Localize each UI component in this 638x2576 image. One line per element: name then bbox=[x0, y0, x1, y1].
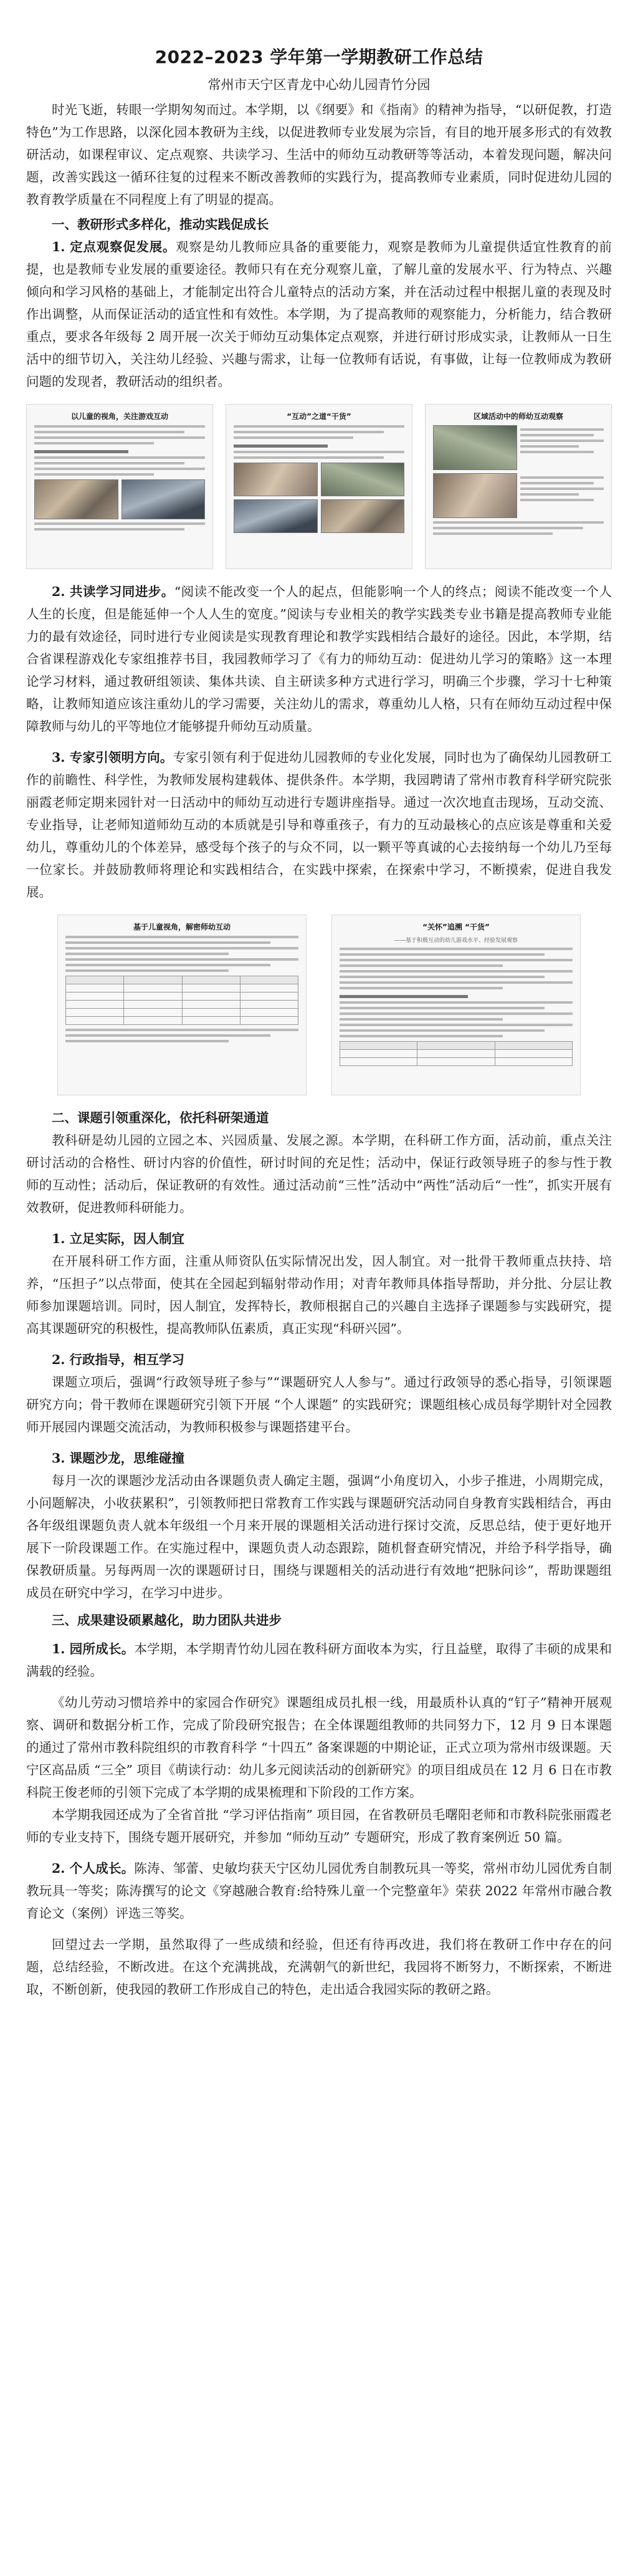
section1-item2-text: “阅读不能改变一个人的起点，但能影响一个人的终点；阅读不能改变一个人人生的长度，但是能延伸一个人人生的宽度。”阅读与专业相关的教学实践类专业书籍是提高教师专业能力的最有效途径，同时进行专业阅读是实现教育理论和教学实践相结合最好的途径。因此，本学期，结合省课程游戏化专家组推荐书目，我园教师学习了《有力的师幼互动：促进幼儿学习的策略》这一本理论学习材料，通过教研组领读、集体共读、自主研读多种方式进行学习，明确三个步骤，学习十七种策略，让教师知道应该注重幼儿的学习需要，关注幼儿的需求，尊重幼儿人格，只有在师幼互动过程中保障教师与幼儿的平等地位才能够提升师幼互动质量。 bbox=[26, 584, 612, 734]
section2-sub1: 1. 立足实际，因人制宜 bbox=[52, 1231, 185, 1246]
classroom-photo bbox=[321, 463, 405, 496]
section2-heading: 二、课题引领重深化，依托科研架通道 bbox=[52, 1110, 269, 1125]
section1-item3-text: 专家引领有利于促进幼儿园教师的专业化发展，同时也为了确保幼儿园教研工作的前瞻性、科学性，为教师发展构建载体、提供条件。本学期，我园聘请了常州市教育科学研究院张丽霞老师定期来园针对一日活动中的师幼互动进行专题讲座指导。通过一次次地直击现场，互动交流、专业指导，让老师知道师幼互动的本质就是引导和尊重孩子，有力的互动最核心的点应该是尊重和关爱幼儿，尊重幼儿的个体差异，感受每个孩子的与众不同，以一颗平等真诚的心去接纳每一个幼儿乃至每一位家长。并鼓励教师将理论和实践相结合，在实践中探索，在探索中学习，不断摸索，促进自我发展。 bbox=[26, 750, 612, 900]
embedded-document-image bbox=[57, 915, 307, 1095]
image-row-2 bbox=[26, 915, 612, 1095]
page-subtitle: 常州市天宁区青龙中心幼儿园青竹分园 bbox=[207, 77, 431, 92]
embedded-document-image bbox=[331, 915, 581, 1095]
section3-sub2-text: 陈涛、邹蕾、史敏均获天宁区幼儿园优秀自制教玩具一等奖，常州市幼儿园优秀自制教玩具一等奖；陈涛撰写的论文《穿越融合教育:给特殊儿童一个完整童年》荣获 2022 年常州市融合教育论文（案例）评选三等奖。 bbox=[26, 1861, 612, 1921]
section1-item1 bbox=[26, 236, 612, 393]
section2-sub2-text: 课题立项后，强调“行政领导班子参与”“课题研究人人参与”。通过行政领导的悉心指导，引领课题研究方向；骨干教师在课题研究引领下开展 “个人课题” 的实践研究；课题组核心成员每学期针对全园教师开展园内课题交流活动，为教师积极参与课题搭建平台。 bbox=[26, 1375, 612, 1435]
embedded-image-title: “关怀”追溯 “干货” bbox=[422, 923, 490, 931]
embedded-image-subtitle: ——基于积极互动的幼儿游戏水平、经验发展观察 bbox=[394, 938, 518, 944]
section3-sub2-label: 2. 个人成长。 bbox=[52, 1861, 135, 1876]
section1-item2 bbox=[26, 580, 612, 738]
classroom-photo bbox=[234, 499, 318, 533]
closing-paragraph: 回望过去一学期，虽然取得了一些成绩和经验，但还有待再改进，我们将在教研工作中存在的问题，总结经验，不断改进。在这个充满挑战，充满朝气的新世纪，我园将不断努力，不断探索，不断进取，不断创新，使我园的教研工作形成自己的特色，走出适合我园实际的教研之路。 bbox=[26, 1937, 612, 1997]
section1-item1-label: 1. 定点观察促发展。 bbox=[52, 239, 176, 254]
section2-sub3: 3. 课题沙龙，思维碰撞 bbox=[52, 1451, 185, 1466]
section3-paragraph: 本学期我园还成为了全省首批 “学习评估指南” 项目园，在省教研员毛曙阳老师和市教科院张丽霞老师的专业支持下，围绕专题开展研究，并参加 “师幼互动” 专题研究，形成了教育案例近 50 篇。 bbox=[26, 1807, 612, 1845]
classroom-photo bbox=[321, 499, 405, 533]
section3-heading: 三、成果建设硕累越化，助力团队共进步 bbox=[52, 1613, 282, 1628]
embedded-document-image bbox=[226, 404, 412, 569]
section2-intro: 教科研是幼儿园的立园之本、兴园质量、发展之源。本学期，在科研工作方面，活动前，重点关注研讨活动的合格性、研讨内容的价值性，研讨时间的充足性；活动中，保证行政领导班子的参与性于教师的互动性；活动后，保证教研的有效性。通过活动前“三性”活动中“两性”活动后“一性”，抓实开展有效教研，促进教师科研能力。 bbox=[26, 1133, 612, 1215]
embedded-document-image bbox=[425, 404, 612, 569]
page-title: 2022–2023 学年第一学期教研工作总结 bbox=[155, 47, 483, 67]
classroom-photo bbox=[433, 473, 517, 518]
classroom-photo bbox=[34, 479, 118, 519]
embedded-table bbox=[340, 1041, 573, 1066]
section2-sub2: 2. 行政指导，相互学习 bbox=[52, 1352, 185, 1367]
section3-sub1 bbox=[26, 1638, 612, 1683]
section3-sub1-label: 1. 园所成长。 bbox=[52, 1641, 135, 1656]
intro-paragraph: 时光飞逝，转眼一学期匆匆而过。本学期，以《纲要》和《指南》的精神为指导，“以研促教，打造特色”为工作思路，以深化园本教研为主线，以促进教师专业发展为宗旨，有目的地开展多形式的有效教研活动，如课程审议、定点观察、共读学习、生活中的师幼互动教研等等活动，本着发现问题，解决问题，改善实践这一循环往复的过程来不断改善教师的实践行为，提高教师专业素质，同时促进幼儿园的教育教学质量在不同程度上有了明显的提高。 bbox=[26, 102, 612, 207]
section1-item1-text: 观察是幼儿教师应具备的重要能力，观察是教师为儿童提供适宜性教育的前提，也是教师专业发展的重要途径。教师只有在充分观察儿童，了解儿童的发展水平、行为特点、兴趣倾向和学习风格的基础上，才能制定出符合儿童特点的活动方案，并在活动过程中根据儿童的表现及时作出调整，从而保证活动的适宜性和有效性。本学期，为了提高教师的观察能力，分析能力，结合教研重点，要求各年级每 2 周开展一次关于师幼互动集体定点观察，并进行研讨形成实录，让教师从一日生活中的细节切入，关注幼儿经验、兴趣与需求，让每一位教师有话说，有事做，让每一位教师成为教研问题的发现者，教研活动的组织者。 bbox=[26, 239, 612, 389]
section2-sub1-text: 在开展科研工作方面，注重从师资队伍实际情况出发，因人制宜。对一批骨干教师重点扶持、培养，“压担子”以点带面，使其在全园起到辐射带动作用；对青年教师具体指导帮助，并分批、分层让教师参加课题培训。同时，因人制宜，发挥特长，教师根据自己的兴趣自主选择子课题参与实践研究，提高其课题研究的积极性，提高教师队伍素质，真正实现“科研兴园”。 bbox=[26, 1254, 612, 1336]
embedded-image-title: “互动”之道“干货” bbox=[287, 412, 351, 421]
section1-heading: 一、教研形式多样化，推动实践促成长 bbox=[52, 217, 269, 232]
section1-item3-label: 3. 专家引领明方向。 bbox=[52, 750, 173, 765]
section1-item2-label: 2. 共读学习同进步。 bbox=[52, 584, 174, 599]
section2-sub3-text: 每月一次的课题沙龙活动由各课题负责人确定主题，强调“小角度切入，小步子推进，小周期完成，小问题解决，小收获累积”，引领教师把日常教育工作实践与课题研究活动同自身教育实践相结合，再由各年级组课题负责人就本年级组一个月来开展的课题相关活动进行探讨交流，反思总结，使于更好地开展下一阶段课题工作。在实施过程中，课题负责人动态跟踪，随机督查研究情况，并给予科学指导，确保教研质量。另每两周一次的课题研讨日，围绕与课题相关的活动进行有效地“把脉问诊”，帮助课题组成员在研究中学习，在学习中进步。 bbox=[26, 1473, 612, 1600]
classroom-photo bbox=[234, 463, 318, 496]
image-row-1 bbox=[26, 404, 612, 569]
classroom-photo bbox=[121, 479, 206, 519]
section1-item3 bbox=[26, 746, 612, 903]
embedded-image-title: 基于儿童视角，解密师幼互动 bbox=[133, 923, 231, 931]
section3-sub2 bbox=[26, 1857, 612, 1925]
embedded-image-title: 以儿童的视角，关注游戏互动 bbox=[70, 412, 168, 421]
section3-paragraph: 《幼儿劳动习惯培养中的家园合作研究》课题组成员扎根一线，用最质朴认真的“钉子”精神开展观察、调研和数据分析工作，完成了阶段研究报告；在全体课题组教师的共同努力下，12 月 9 日本课题的通过了常州市教科院组织的市教育科学 “十四五” 备案课题的中期论证，正式立项为常州市级课题。天宁区高品质 “三全” 项目《萌读行动：幼儿多元阅读活动的创新研究》的项目组成员在 12 月 6 日在市教科院王俊老师的引领下完成了本学期的成果梳理和下阶段的工作方案。 bbox=[26, 1695, 612, 1800]
section3-sub1-text: 本学期，本学期青竹幼儿园在教科研方面收本为实，行且益壁，取得了丰硕的成果和满载的经验。 bbox=[26, 1641, 612, 1679]
embedded-document-image bbox=[26, 404, 213, 569]
embedded-image-title: 区域活动中的师幼互动观察 bbox=[473, 412, 563, 421]
embedded-table bbox=[65, 976, 298, 1025]
classroom-photo bbox=[433, 425, 517, 470]
